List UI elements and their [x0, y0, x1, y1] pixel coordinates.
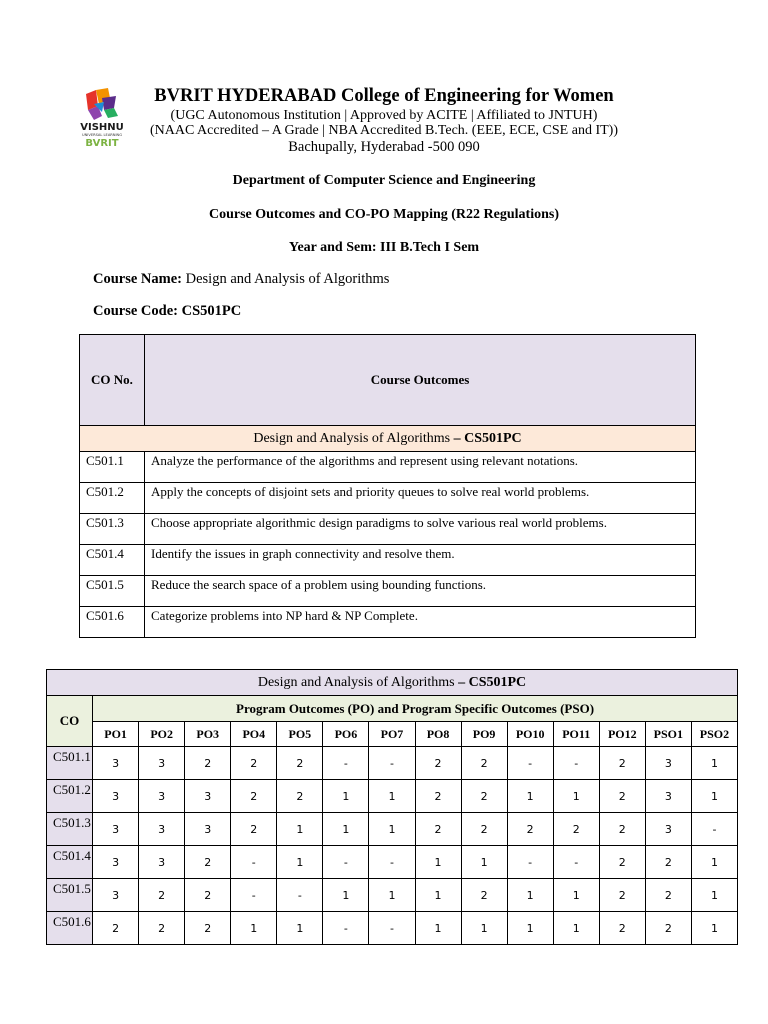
mapping-value-cell: - — [277, 879, 323, 912]
mapping-value-cell: 1 — [507, 912, 553, 945]
mapping-value-cell: 1 — [415, 879, 461, 912]
mapping-value-cell: 1 — [277, 912, 323, 945]
mapping-value-cell: 1 — [507, 879, 553, 912]
mapping-value-cell: 2 — [185, 747, 231, 780]
mapping-value-cell: 1 — [507, 780, 553, 813]
mapping-value-cell: 1 — [553, 879, 599, 912]
mapping-value-cell: 1 — [277, 846, 323, 879]
course-code-label: Course Code: — [93, 303, 178, 319]
mapping-title-course-code: – CS501PC — [458, 674, 527, 690]
mapping-value-cell: 3 — [93, 747, 139, 780]
mapping-title — [47, 670, 738, 696]
mapping-value-cell: - — [507, 846, 553, 879]
co-outcome: Identify the issues in graph connectivity and resolve them. — [145, 545, 696, 576]
co-outcome: Reduce the search space of a problem using bounding functions. — [145, 576, 696, 607]
mapping-group-header: Program Outcomes (PO) and Program Specific Outcomes (PSO) — [93, 696, 738, 722]
mapping-value-cell: 3 — [93, 813, 139, 846]
mapping-co-header: CO — [47, 696, 93, 747]
mapping-value-cell: 1 — [369, 780, 415, 813]
mapping-value-cell: 2 — [599, 747, 645, 780]
mapping-value-cell: 1 — [553, 912, 599, 945]
document-title: Course Outcomes and CO-PO Mapping (R22 Regulations) — [208, 207, 559, 222]
po-column-header: PO8 — [415, 722, 461, 747]
co-table-subheader-row — [80, 426, 696, 452]
mapping-value-cell: - — [691, 813, 737, 846]
co-id: C501.3 — [80, 514, 145, 545]
mapping-value-cell: 2 — [277, 747, 323, 780]
mapping-value-cell: 1 — [461, 912, 507, 945]
institution-address: Bachupally, Hyderabad -500 090 — [288, 139, 480, 155]
co-outcome: Apply the concepts of disjoint sets and priority queues to solve real world problems. — [145, 483, 696, 514]
course-name-value: Design and Analysis of Algorithms — [185, 271, 390, 287]
mapping-value-cell: 2 — [553, 813, 599, 846]
mapping-group-row — [47, 696, 738, 722]
co-table-subheader — [80, 426, 696, 452]
college-logo — [72, 86, 138, 148]
mapping-value-cell: 2 — [139, 912, 185, 945]
table-row — [47, 780, 738, 813]
mapping-value-cell: 2 — [461, 747, 507, 780]
mapping-value-cell: 2 — [507, 813, 553, 846]
mapping-value-cell: 2 — [231, 780, 277, 813]
table-row — [47, 879, 738, 912]
mapping-value-cell: - — [553, 747, 599, 780]
table-row — [80, 545, 696, 576]
mapping-value-cell: 1 — [369, 879, 415, 912]
mapping-value-cell: 1 — [277, 813, 323, 846]
table-row — [47, 813, 738, 846]
mapping-value-cell: 2 — [599, 912, 645, 945]
mapping-co-id: C501.2 — [47, 780, 93, 813]
mapping-value-cell: 3 — [645, 747, 691, 780]
co-table-header-row — [80, 335, 696, 426]
mapping-value-cell: 2 — [231, 813, 277, 846]
mapping-value-cell: 3 — [93, 780, 139, 813]
po-column-header: PO6 — [323, 722, 369, 747]
institution-name: BVRIT HYDERABAD College of Engineering for Women — [154, 86, 614, 106]
po-column-header: PO12 — [599, 722, 645, 747]
mapping-value-cell: 3 — [93, 879, 139, 912]
po-column-header: PO5 — [277, 722, 323, 747]
mapping-value-cell: 1 — [553, 780, 599, 813]
co-outcome: Analyze the performance of the algorithms and represent using relevant notations. — [145, 452, 696, 483]
mapping-value-cell: - — [323, 912, 369, 945]
table-row — [47, 846, 738, 879]
co-outcome: Choose appropriate algorithmic design paradigms to solve various real world problems. — [145, 514, 696, 545]
co-subheader-course-code: – CS501PC — [453, 430, 522, 446]
mapping-value-cell: 2 — [415, 780, 461, 813]
mapping-value-cell: 1 — [323, 813, 369, 846]
mapping-value-cell: 1 — [231, 912, 277, 945]
mapping-value-cell: - — [323, 846, 369, 879]
mapping-value-cell: 2 — [277, 780, 323, 813]
mapping-value-cell: 2 — [599, 879, 645, 912]
mapping-value-cell: 2 — [185, 846, 231, 879]
mapping-value-cell: 1 — [369, 813, 415, 846]
table-row — [80, 483, 696, 514]
mapping-co-id: C501.4 — [47, 846, 93, 879]
mapping-co-id: C501.5 — [47, 879, 93, 912]
year-sem: Year and Sem: III B.Tech I Sem — [288, 240, 480, 255]
mapping-value-cell: 3 — [645, 780, 691, 813]
table-row — [47, 747, 738, 780]
mapping-value-cell: 2 — [461, 780, 507, 813]
mapping-value-cell: - — [369, 912, 415, 945]
course-code-value: CS501PC — [181, 303, 242, 319]
course-outcomes-table — [79, 334, 696, 638]
mapping-value-cell: 2 — [93, 912, 139, 945]
co-no-header: CO No. — [80, 335, 145, 426]
co-id: C501.2 — [80, 483, 145, 514]
mapping-value-cell: 1 — [323, 780, 369, 813]
mapping-co-id: C501.1 — [47, 747, 93, 780]
mapping-value-cell: - — [231, 846, 277, 879]
mapping-value-cell: - — [323, 747, 369, 780]
logo-tagline: UNIVERSAL LEARNING — [81, 133, 123, 137]
mapping-value-cell: 3 — [185, 780, 231, 813]
mapping-value-cell: 1 — [691, 846, 737, 879]
mapping-co-id: C501.6 — [47, 912, 93, 945]
mapping-value-cell: 2 — [645, 879, 691, 912]
department-title: Department of Computer Science and Engineering — [232, 173, 536, 188]
po-column-header: PO2 — [139, 722, 185, 747]
mapping-value-cell: 1 — [415, 846, 461, 879]
mapping-value-cell: 2 — [185, 879, 231, 912]
co-id: C501.5 — [80, 576, 145, 607]
mapping-value-cell: 3 — [139, 846, 185, 879]
course-name-label: Course Name: — [93, 271, 182, 287]
table-row — [80, 607, 696, 638]
mapping-value-cell: 2 — [599, 846, 645, 879]
mapping-title-course-name: Design and Analysis of Algorithms — [257, 674, 455, 690]
course-name-line — [93, 271, 389, 288]
table-row — [80, 452, 696, 483]
mapping-value-cell: 3 — [185, 813, 231, 846]
pso-column-header: PSO1 — [645, 722, 691, 747]
table-row — [80, 514, 696, 545]
mapping-value-cell: 1 — [691, 747, 737, 780]
mapping-value-cell: 2 — [415, 747, 461, 780]
mapping-value-cell: 3 — [93, 846, 139, 879]
mapping-value-cell: 2 — [185, 912, 231, 945]
co-id: C501.1 — [80, 452, 145, 483]
po-column-header: PO1 — [93, 722, 139, 747]
institution-accreditation: (NAAC Accredited – A Grade | NBA Accredited B.Tech. (EEE, ECE, CSE and IT)) — [150, 123, 618, 138]
co-id: C501.6 — [80, 607, 145, 638]
mapping-value-cell: 2 — [599, 780, 645, 813]
mapping-value-cell: 3 — [139, 780, 185, 813]
logo-sub-brand: BVRIT — [85, 138, 119, 148]
mapping-value-cell: 2 — [599, 813, 645, 846]
mapping-value-cell: 1 — [461, 846, 507, 879]
mapping-value-cell: 2 — [645, 846, 691, 879]
mapping-value-cell: 1 — [323, 879, 369, 912]
mapping-value-cell: 3 — [139, 747, 185, 780]
po-column-header: PO3 — [185, 722, 231, 747]
po-column-header: PO11 — [553, 722, 599, 747]
logo-emblem-icon — [86, 88, 118, 120]
mapping-value-cell: 3 — [645, 813, 691, 846]
mapping-value-cell: - — [369, 846, 415, 879]
logo-brand-text: VISHNU — [80, 122, 124, 133]
table-row — [47, 912, 738, 945]
institution-affiliation: (UGC Autonomous Institution | Approved by ACITE | Affiliated to JNTUH) — [170, 108, 598, 123]
po-column-header: PO10 — [507, 722, 553, 747]
table-row — [80, 576, 696, 607]
mapping-value-cell: 2 — [461, 879, 507, 912]
mapping-value-cell: - — [369, 747, 415, 780]
mapping-value-cell: - — [553, 846, 599, 879]
mapping-co-id: C501.3 — [47, 813, 93, 846]
mapping-value-cell: 3 — [139, 813, 185, 846]
mapping-value-cell: 1 — [415, 912, 461, 945]
mapping-table-body — [47, 747, 738, 945]
mapping-value-cell: - — [231, 879, 277, 912]
po-column-header: PO4 — [231, 722, 277, 747]
mapping-value-cell: 2 — [645, 912, 691, 945]
mapping-value-cell: 1 — [691, 912, 737, 945]
mapping-value-cell: 2 — [461, 813, 507, 846]
mapping-value-cell: 1 — [691, 879, 737, 912]
mapping-value-cell: 2 — [415, 813, 461, 846]
co-id: C501.4 — [80, 545, 145, 576]
po-column-header: PO7 — [369, 722, 415, 747]
course-outcomes-header: Course Outcomes — [145, 335, 696, 426]
mapping-value-cell: 1 — [691, 780, 737, 813]
co-po-mapping-table — [46, 669, 738, 945]
course-code-line — [93, 303, 241, 320]
mapping-column-header-row — [47, 722, 738, 747]
mapping-value-cell: 2 — [139, 879, 185, 912]
co-outcome: Categorize problems into NP hard & NP Complete. — [145, 607, 696, 638]
pso-column-header: PSO2 — [691, 722, 737, 747]
mapping-title-row — [47, 670, 738, 696]
mapping-value-cell: 2 — [231, 747, 277, 780]
mapping-value-cell: - — [507, 747, 553, 780]
co-subheader-course-name: Design and Analysis of Algorithms — [253, 430, 451, 446]
po-column-header: PO9 — [461, 722, 507, 747]
